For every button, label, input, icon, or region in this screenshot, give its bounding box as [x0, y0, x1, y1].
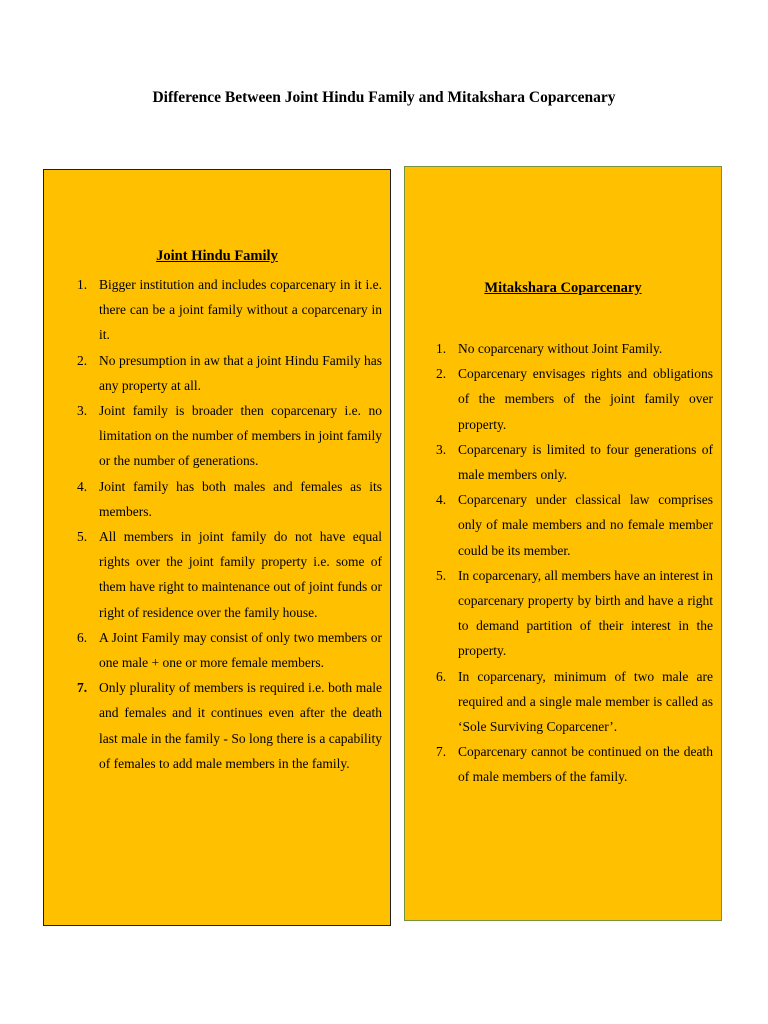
list-item [436, 563, 713, 664]
joint-hindu-family-box [43, 169, 391, 926]
item-text: Joint family is broader then coparcenary i.e. no limitation on the number of members in joint family or the number of generations. [99, 403, 382, 469]
list-item [77, 675, 382, 776]
item-text: No presumption in aw that a joint Hindu Family has any property at all. [99, 352, 382, 393]
item-number: 1. [436, 341, 447, 356]
list-item [436, 437, 713, 487]
item-text: In coparcenary, minimum of two male are required and a single male member is called as ‘Sole Surviving Coparcener’. [458, 668, 713, 735]
item-number: 7. [436, 744, 447, 760]
mitakshara-coparcenary-list [436, 336, 713, 790]
list-item [436, 361, 713, 437]
item-text: Only plurality of members is required i.e. both male and females and it continues even after the death last male in the family - So long there is a capability of females to add male members in the family. [99, 680, 382, 771]
joint-hindu-family-list [77, 272, 382, 776]
joint-hindu-family-heading: Joint Hindu Family [156, 248, 278, 264]
list-item [436, 664, 713, 740]
item-number: 6. [77, 629, 88, 645]
list-item [77, 348, 382, 398]
item-number: 4. [77, 478, 88, 494]
item-text: Coparcenary is limited to four generations of male members only. [458, 441, 713, 483]
item-number: 1. [77, 277, 88, 292]
list-item [77, 524, 382, 625]
item-number: 3. [436, 441, 447, 457]
item-text: No coparcenary without Joint Family. [458, 341, 663, 356]
item-number: 6. [436, 668, 447, 684]
list-item [436, 336, 713, 361]
item-text: Coparcenary cannot be continued on the death of male members of the family. [458, 744, 713, 785]
mitakshara-coparcenary-heading: Mitakshara Coparcenary [484, 280, 642, 296]
list-item [436, 739, 713, 789]
item-number: 2. [436, 366, 447, 382]
item-number: 2. [77, 352, 88, 368]
list-item [77, 272, 382, 348]
item-text: In coparcenary, all members have an interest in coparcenary property by birth and have a right to demand partition of their interest in the property. [458, 567, 713, 659]
list-item [77, 398, 382, 474]
list-item [77, 474, 382, 524]
item-text: Joint family has both males and females as its members. [99, 478, 382, 519]
item-text: Coparcenary under classical law comprises only of male members and no female member could be its member. [458, 492, 713, 558]
item-text: Bigger institution and includes coparcenary in it i.e. there can be a joint family without a coparcenary in it. [99, 277, 382, 343]
mitakshara-coparcenary-box [404, 166, 722, 921]
item-number: 3. [77, 403, 88, 419]
item-number: 7. [77, 680, 88, 696]
item-text: A Joint Family may consist of only two members or one male + one or more female members. [99, 629, 382, 671]
list-item [436, 487, 713, 563]
list-item [77, 625, 382, 675]
item-number: 4. [436, 492, 447, 508]
item-text: All members in joint family do not have equal rights over the joint family property i.e. some of them have right to maintenance out of joint funds or right of residence over the family house. [99, 529, 382, 620]
page-title: Difference Between Joint Hindu Family and Mitakshara Coparcenary [152, 89, 616, 106]
item-text: Coparcenary envisages rights and obligations of the members of the joint family over property. [458, 366, 713, 432]
item-number: 5. [436, 567, 447, 583]
item-number: 5. [77, 529, 88, 545]
